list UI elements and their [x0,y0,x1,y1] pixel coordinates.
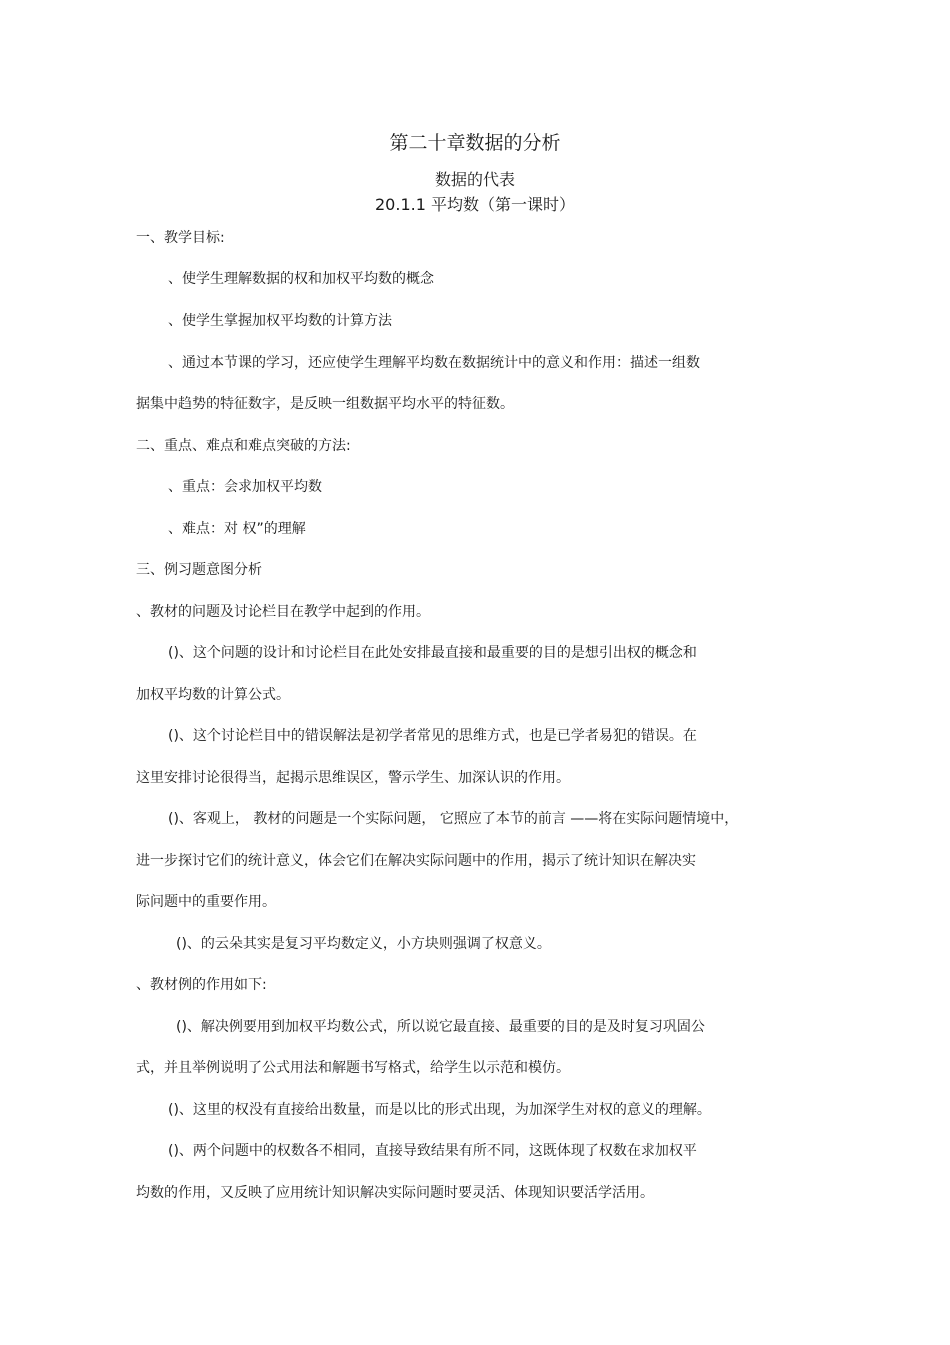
difficulty-item: 、难点：对 权”的理解 [168,521,306,537]
paragraph-continuation: 这里安排讨论很得当，起揭示思维误区，警示学生、加深认识的作用。 [136,770,570,786]
section-subtitle: 数据的代表 [434,170,515,189]
paragraph-continuation: 均数的作用，又反映了应用统计知识解决实际问题时要灵活、体现知识要活学活用。 [136,1185,654,1201]
heading-key-points: 二、重点、难点和难点突破的方法: [136,438,351,454]
objective-item: 、使学生理解数据的权和加权平均数的概念 [168,271,434,287]
analysis-item: ()、的云朵其实是复习平均数定义，小方块则强调了权意义。 [176,936,551,952]
analysis-item: ()、这里的权没有直接给出数量，而是以比的形式出现，为加深学生对权的意义的理解。 [168,1102,711,1118]
paragraph-continuation: 进一步探讨它们的统计意义，体会它们在解决实际问题中的作用，揭示了统计知识在解决实 [136,853,696,869]
paragraph-continuation: 加权平均数的计算公式。 [136,687,290,703]
analysis-item: ()、这个讨论栏目中的错误解法是初学者常见的思维方式，也是已学者易犯的错误。在 [168,728,697,744]
objective-item: 、使学生掌握加权平均数的计算方法 [168,313,392,329]
analysis-item: ()、两个问题中的权数各不相同，直接导致结果有所不同，这既体现了权数在求加权平 [168,1143,697,1159]
paragraph-continuation: 式，并且举例说明了公式用法和解题书写格式，给学生以示范和模仿。 [136,1060,570,1076]
analysis-item: ()、这个问题的设计和讨论栏目在此处安排最直接和最重要的目的是想引出权的概念和 [168,645,697,661]
paragraph-continuation: 据集中趋势的特征数字，是反映一组数据平均水平的特征数。 [136,396,514,412]
chapter-title: 第二十章数据的分析 [389,132,561,154]
subheading-textbook-example: 、教材例的作用如下: [136,977,267,993]
key-point-item: 、重点：会求加权平均数 [168,479,322,495]
analysis-item: ()、解决例要用到加权平均数公式，所以说它最直接、最重要的目的是及时复习巩固公 [176,1019,705,1035]
heading-example-analysis: 三、例习题意图分析 [136,562,262,578]
subheading-textbook-problem: 、教材的问题及讨论栏目在教学中起到的作用。 [136,604,430,620]
analysis-item: ()、客观上， 教材的问题是一个实际问题， 它照应了本节的前言 ——将在实际问题情境中， [168,811,739,827]
heading-objectives: 一、教学目标: [136,230,225,246]
objective-item: 、通过本节课的学习，还应使学生理解平均数在数据统计中的意义和作用：描述一组数 [168,355,700,371]
lesson-title: 20.1.1 平均数（第一课时） [375,195,575,214]
paragraph-continuation: 际问题中的重要作用。 [136,894,276,910]
